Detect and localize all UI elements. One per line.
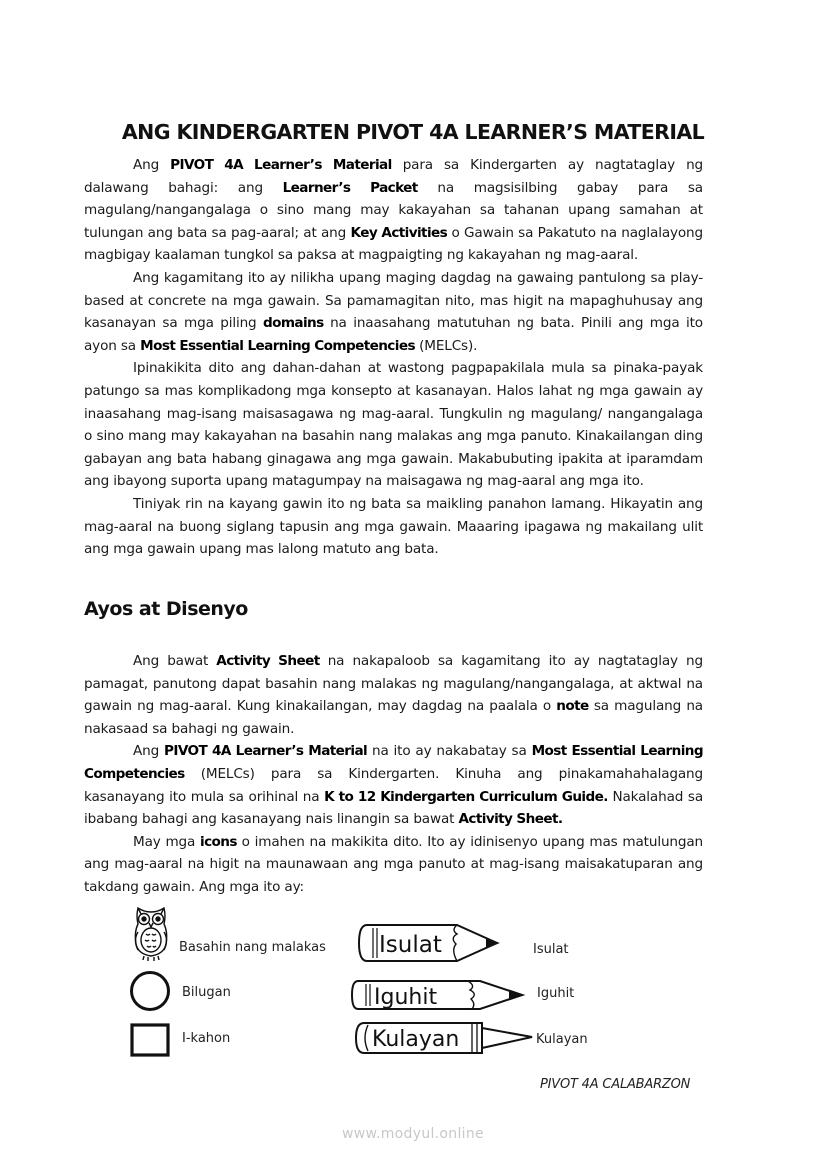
legend-label-circle: Bilugan bbox=[182, 985, 231, 1000]
text-run: Ipinakikita dito ang dahan-dahan at wastong pagpapakilala mula sa pinaka-payak patungo sa mas komplikadong mga konsepto at kasanayan. Halos lahat ng mga gawain ay inaasahang mag-isang maisasagawa ng mag-aaral. Tungkulin ng magulang/ nangangalaga o sino mang may kakayahan na basahin nang malakas ang mga panuto. Kinakailangan ding gabayan ang bata habang ginagawa ang mga gawain. Makabubuting ipakita at iparamdam ang ibayong suporta upang matagumpay na maisagawa ng mag-aaral ang mga ito. bbox=[84, 360, 703, 490]
pencil-icon bbox=[357, 922, 503, 964]
legend-circle bbox=[129, 970, 171, 1012]
circle-icon bbox=[129, 970, 171, 1012]
square-icon bbox=[130, 1023, 170, 1057]
emphasized-term: icons bbox=[200, 833, 237, 850]
text-run: na magsisilbing gabay para sa magulang/nangangalaga o sino mang may kakayahan sa tahanan upang samahan at tulungan ang bata sa pag-aaral; at ang bbox=[84, 179, 703, 241]
legend-label-read-aloud: Basahin nang malakas bbox=[179, 940, 326, 955]
legend-color bbox=[354, 1020, 534, 1056]
emphasized-term: domains bbox=[262, 315, 324, 332]
crayon-image-text: Kulayan bbox=[372, 1027, 460, 1052]
legend-label-color: Kulayan bbox=[536, 1032, 588, 1047]
text-run: na nakapaloob sa kagamitang ito ay nagtataglay ng pamagat, panutong dapat basahin nang malakas ng magulang/nangangalaga, at aktwal na gawain ng mag-aaral. Kung kinakailangan, may dagdag na paalala o bbox=[84, 653, 703, 715]
pencil-image-text: Isulat bbox=[379, 932, 442, 958]
emphasized-term: Learner’s Packet bbox=[282, 179, 418, 196]
intro-section bbox=[84, 154, 703, 561]
text-run: o Gawain sa Pakatuto na naglalayong magbigay kaalaman tungkol sa paksa at magpaigting ng kakayahan ng mag-aaral. bbox=[84, 224, 704, 264]
emphasized-term: Most Essential Learning Competencies bbox=[84, 743, 704, 782]
emphasized-term: Activity Sheet. bbox=[458, 811, 563, 828]
emphasized-term: Most Essential Learning Competencies bbox=[140, 337, 415, 354]
intro-paragraph bbox=[84, 357, 703, 493]
text-run: Ang bawat bbox=[133, 653, 217, 669]
design-section bbox=[84, 650, 703, 899]
legend-draw bbox=[350, 978, 526, 1012]
intro-paragraph bbox=[84, 267, 703, 357]
text-run: na ito ay nakabatay sa bbox=[367, 743, 532, 760]
design-paragraph bbox=[84, 650, 703, 740]
emphasized-term: K to 12 Kindergarten Curriculum Guide. bbox=[324, 788, 608, 805]
emphasized-term: Activity Sheet bbox=[216, 653, 320, 669]
text-run: Ang bbox=[133, 157, 171, 173]
legend-write bbox=[357, 922, 503, 964]
text-run: sa magulang na nakasaad sa bahagi ng gawain. bbox=[84, 698, 703, 737]
intro-paragraph bbox=[84, 154, 703, 267]
emphasized-term: Key Activities bbox=[350, 224, 448, 241]
text-run: Ang bbox=[133, 743, 164, 760]
footer-source: PIVOT 4A CALABARZON bbox=[540, 1077, 691, 1092]
text-run: para sa Kindergarten ay nagtataglay ng dalawang bahagi: ang bbox=[84, 157, 704, 196]
text-run: (MELCs). bbox=[414, 337, 478, 354]
legend-label-box: I-kahon bbox=[182, 1031, 231, 1046]
emphasized-term: note bbox=[556, 698, 589, 715]
text-run: May mga bbox=[133, 833, 201, 850]
design-paragraph bbox=[84, 831, 703, 899]
legend-owl bbox=[130, 902, 172, 962]
text-run: Nakalahad sa ibabang bahagi ang kasanayang nais linangin sa bawat bbox=[84, 788, 704, 828]
text-run: (MELCs) para sa Kindergarten. Kinuha ang pinakamahahalagang kasanayang ito mula sa orihinal na bbox=[84, 765, 703, 805]
text-run: Ang kagamitang ito ay nilikha upang maging dagdag na gawaing pantulong sa play-based at concrete na mga gawain. Sa pamamagitan nito, mas higit na mapaghuhusay ang kasanayan sa mga piling bbox=[84, 269, 703, 332]
pencil-image-text: Iguhit bbox=[374, 985, 438, 1010]
legend-square bbox=[130, 1023, 170, 1057]
emphasized-term: PIVOT 4A Learner’s Material bbox=[164, 743, 368, 760]
text-run: na inaasahang matutuhan ng bata. Pinili ang mga ito ayon sa bbox=[84, 315, 703, 354]
section-heading: Ayos at Disenyo bbox=[84, 598, 248, 620]
crayon-icon bbox=[354, 1020, 534, 1056]
design-paragraph bbox=[84, 740, 703, 830]
text-run: Tiniyak rin na kayang gawin ito ng bata sa maikling panahon lamang. Hikayatin ang mag-aaral na buong siglang tapusin ang mga gawain. Maaaring ipagawa ng makailang ulit ang mga gawain upang mas lalong matuto ang bata. bbox=[84, 495, 703, 558]
page-title: ANG KINDERGARTEN PIVOT 4A LEARNER’S MATERIAL bbox=[121, 119, 705, 144]
intro-paragraph bbox=[84, 493, 703, 561]
text-run: o imahen na makikita dito. Ito ay idinisenyo upang mas matulungan ang mag-aaral na higit na maunawaan ang mga panuto at mag-isang maisakatuparan ang takdang gawain. Ang mga ito ay: bbox=[84, 833, 703, 895]
legend-label-draw: Iguhit bbox=[537, 986, 575, 1001]
owl-icon bbox=[130, 902, 172, 962]
legend-label-write: Isulat bbox=[533, 942, 569, 957]
emphasized-term: PIVOT 4A Learner’s Material bbox=[170, 157, 392, 173]
watermark: www.modyul.online bbox=[342, 1126, 484, 1142]
pencil-icon bbox=[350, 978, 526, 1012]
